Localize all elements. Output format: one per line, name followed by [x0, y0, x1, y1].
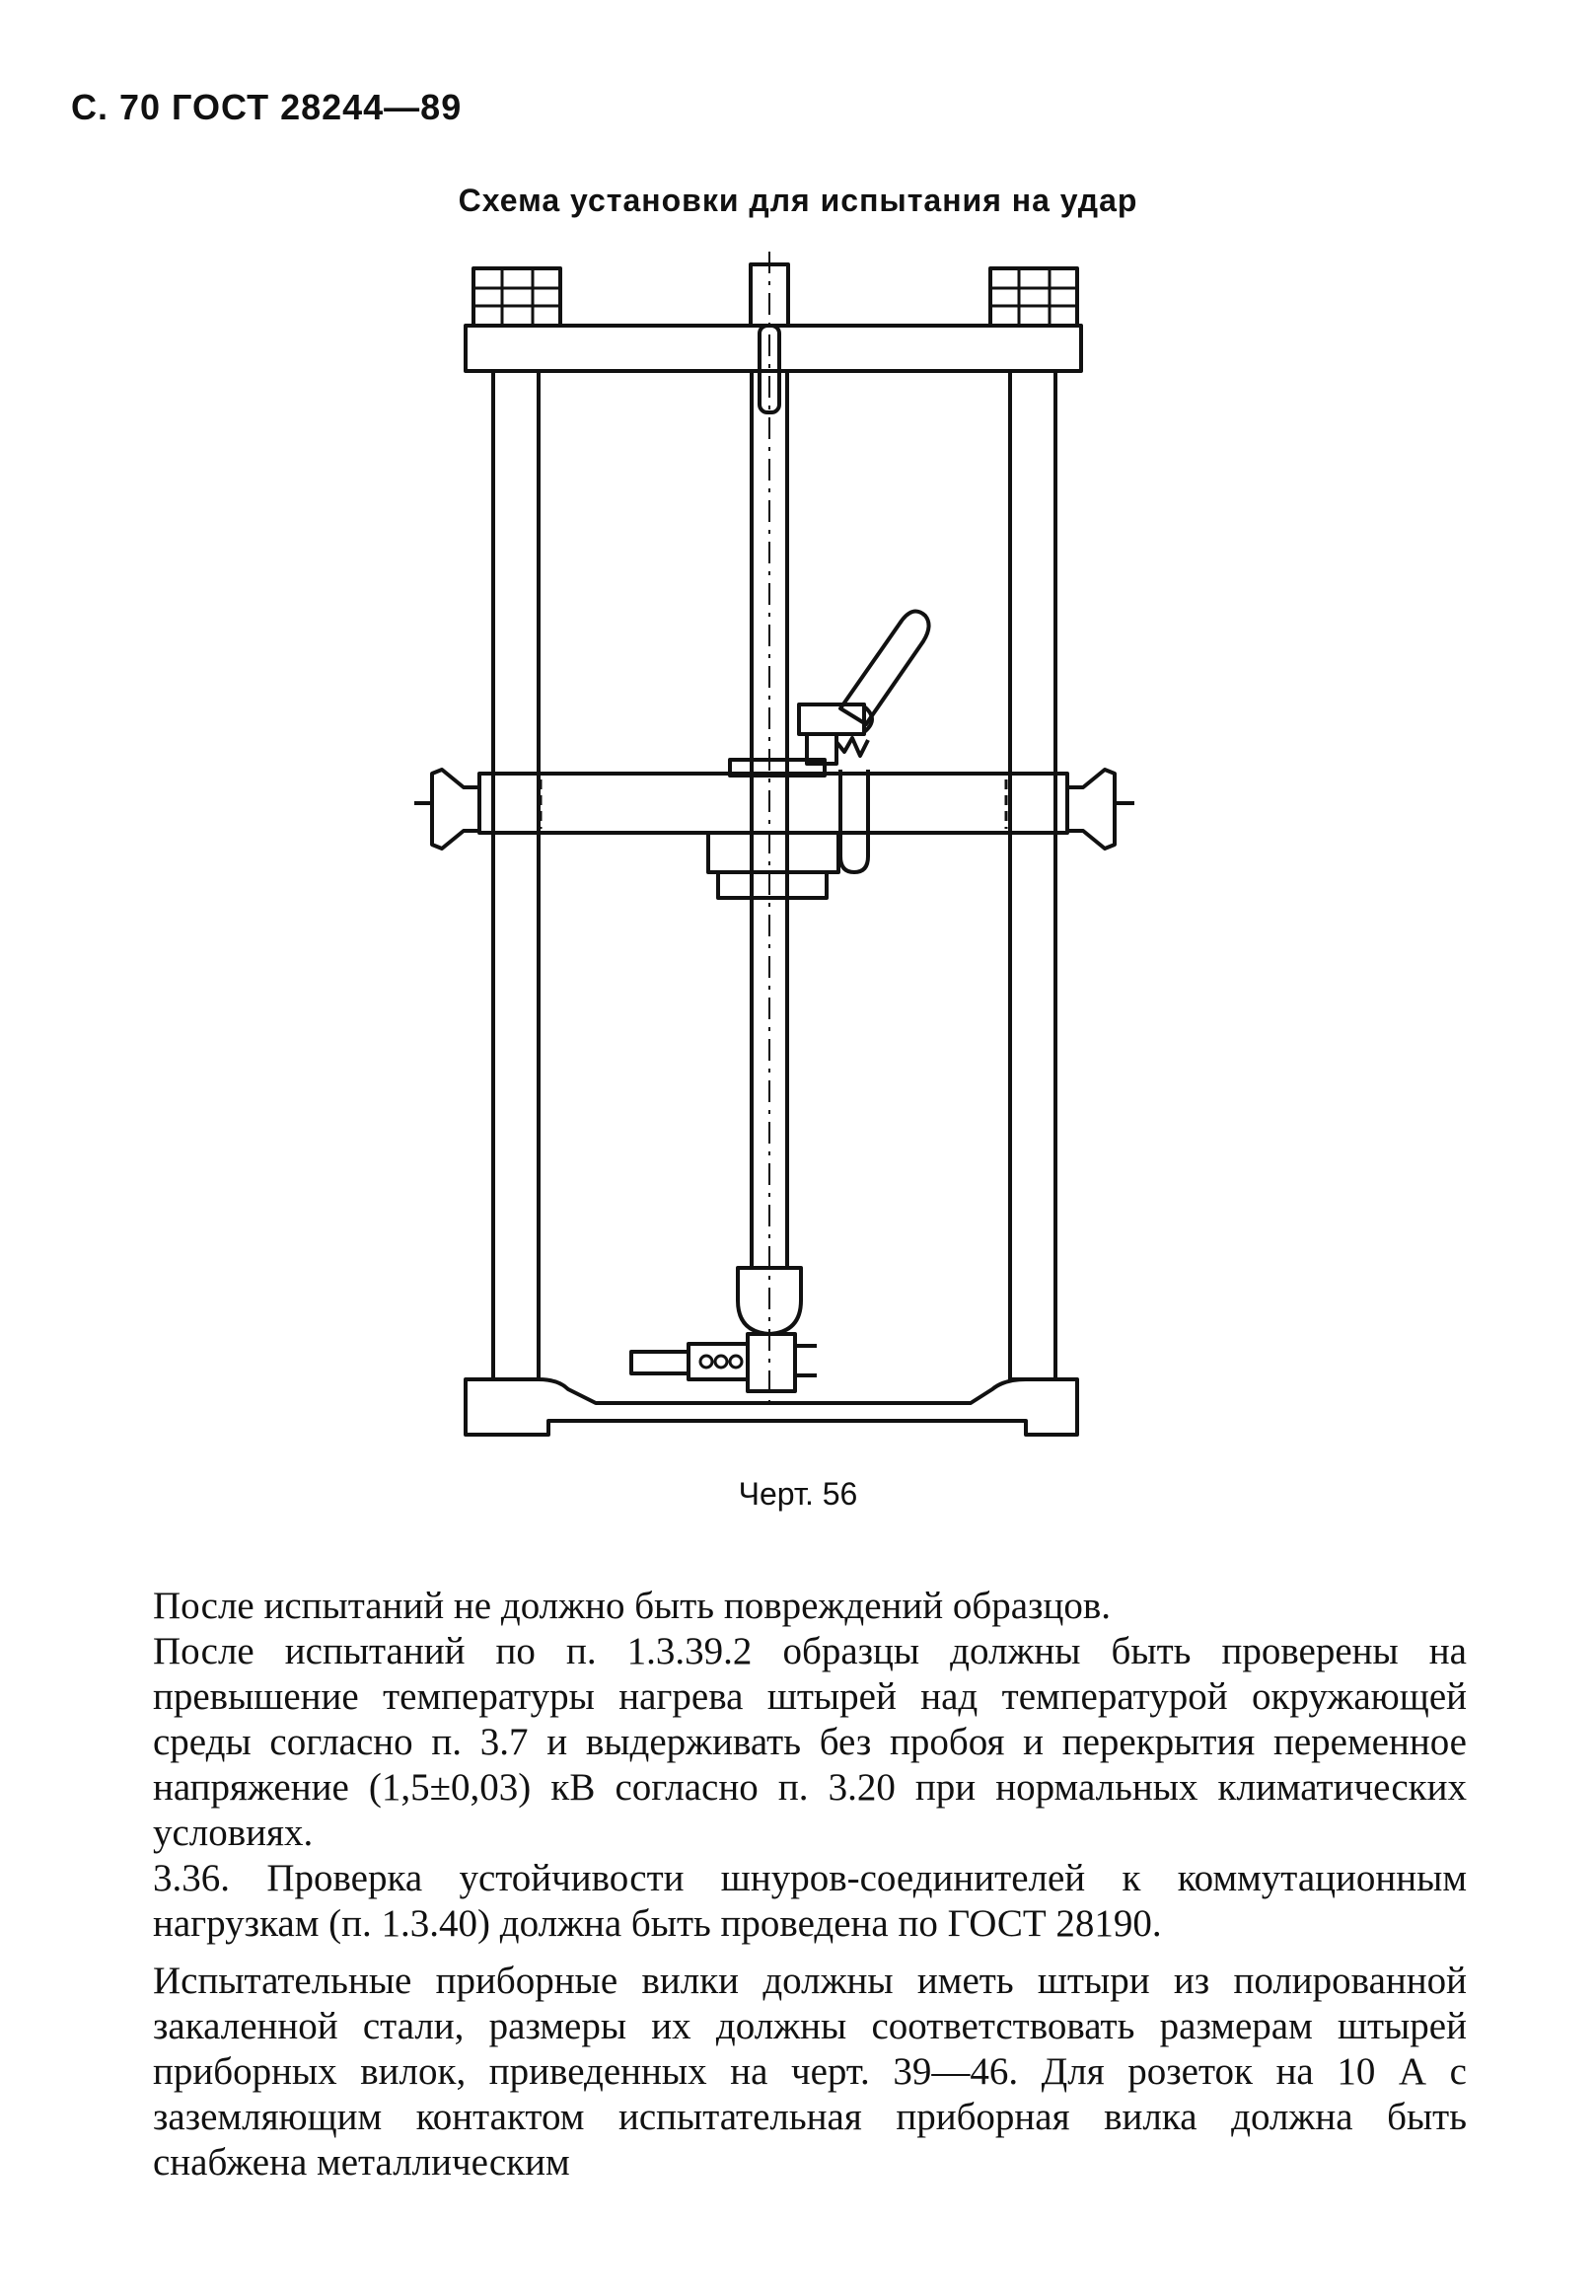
- page-header: С. 70 ГОСТ 28244—89: [71, 87, 463, 127]
- paragraph: Испытательные приборные вилки должны иметь штыри из полированной закаленной стали, размеры их должны соответствовать размерам штырей приборных вилок, приведенных на черт. 39—46. Для розеток на 10 А с заземляющим контактом испытательная приборная вилка должна быть снабжена металлическим: [153, 1960, 1467, 2184]
- paragraph: После испытаний не должно быть повреждений образцов.: [153, 1585, 1111, 1627]
- release-lever: [799, 612, 929, 765]
- top-left-nut: [473, 268, 560, 326]
- figure-title: Схема установки для испытания на удар: [458, 183, 1138, 218]
- right-wing-screw: [1067, 770, 1134, 849]
- apparatus-base: [466, 1379, 1077, 1435]
- test-plug-specimen: [631, 1334, 817, 1391]
- paragraph: После испытаний по п. 1.3.39.2 образцы должны быть проверены на превышение температуры нагрева штырей над температурой окружающей среды согласно п. 3.7 и выдерживать без пробоя и перекрытия переменное напряжение (1,5±0,03) кВ согласно п. 3.20 при нормальных климатических условиях.: [153, 1630, 1467, 1854]
- top-right-nut: [990, 268, 1077, 326]
- top-crossbar: [466, 326, 1081, 371]
- right-column: [1010, 371, 1055, 1379]
- left-column: [493, 371, 539, 1379]
- figure-caption: Черт. 56: [738, 1476, 858, 1512]
- paragraph: 3.36. Проверка устойчивости шнуров-соединителей к коммутационным нагрузкам (п. 1.3.40) должна быть проведена по ГОСТ 28190.: [153, 1857, 1467, 1945]
- middle-clamp-crossbar: [479, 760, 1067, 898]
- body-text: [153, 1584, 1467, 2185]
- central-guide-rod: [752, 252, 787, 1401]
- left-wing-screw: [414, 770, 479, 849]
